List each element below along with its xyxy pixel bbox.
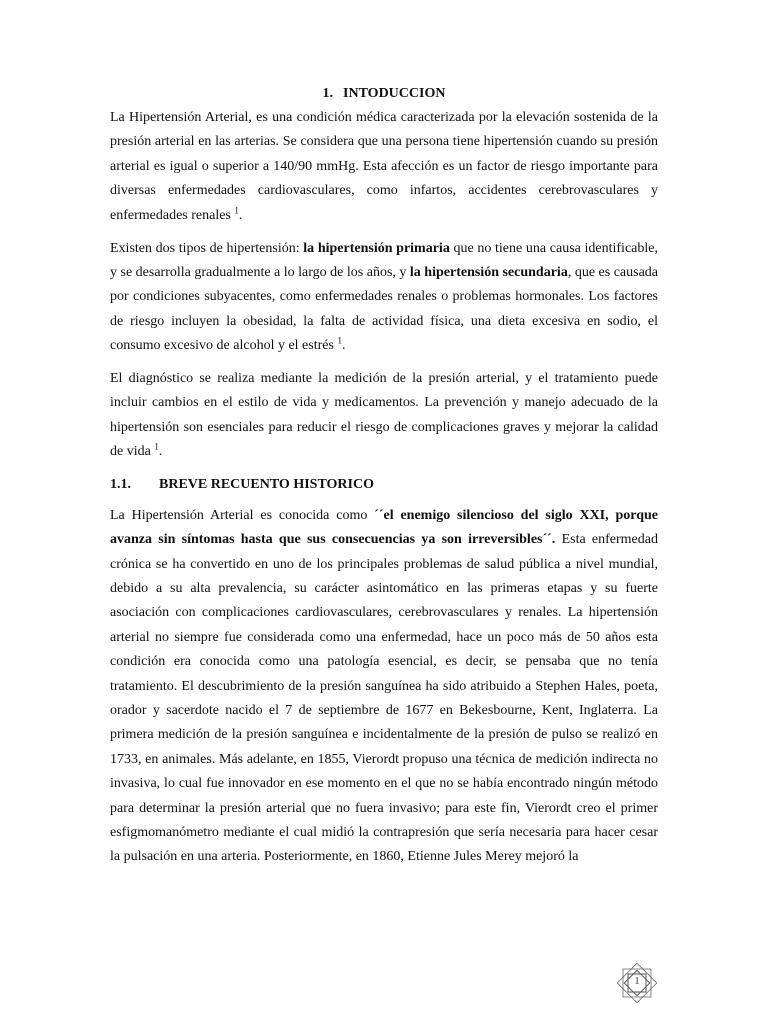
term-secondary-hypertension: la hipertensión secundaria — [409, 264, 568, 280]
section-heading-introduccion — [110, 82, 658, 106]
quote-silent-enemy: ´´el enemigo silencioso del siglo XXI, porque avanza sin síntomas hasta que sus consecuencias ya son irreversibles´´. — [110, 507, 658, 548]
citation-ref: 1 — [337, 335, 342, 346]
history-paragraph-1 — [110, 504, 658, 870]
document-page — [110, 82, 658, 870]
subsection-title: BREVE RECUENTO HISTORICO — [159, 476, 374, 492]
intro-paragraph-2-text-e: , que es causada por condiciones subyacentes, como enfermedades renales o problemas hormonales. Los factores de riesgo incluyen la obesidad, la falta de actividad física, una dieta excesiva en sodio, el consumo excesivo de alcohol y el estrés — [110, 264, 659, 354]
subsection-number: 1.1. — [110, 476, 131, 492]
history-paragraph-text-c: Esta enfermedad crónica se ha convertido en uno de los principales problemas de salud pública a nivel mundial, debido a su alta prevalencia, su carácter asintomático en las primeras etapas y su fuerte asociación con complicaciones cardiovasculares, cerebrovasculares y renales. La hipertensión arterial no siempre fue considerada como una enfermedad, hace un poco más de 50 años esta condición era conocida como una patología esencial, es decir, se pensaba que no tenía tratamiento. El descubrimiento de la presión sanguínea ha sido atribuido a Stephen Hales, poeta, orador y sacerdote nacido el 7 de septiembre de 1677 en Bekesbourne, Kent, Inglaterra. La primera medición de la presión sanguínea e incidentalmente de la presión de pulso se realizó en 1733, en animales. Más adelante, en 1855, Vierordt propuso una técnica de medición indirecta no invasiva, lo cual fue innovador en ese momento en el que no se había encontrado ningún método para determinar la presión arterial que no fuera invasivo; para este fin, Vierordt creo el primer esfigmomanómetro mediante el cual midió la contrapresión que sería necesaria para hacer cesar la pulsación en una arteria. Posteriormente, en 1860, Etienne Jules Merey mejoró la — [110, 532, 658, 865]
intro-paragraph-3-text: El diagnóstico se realiza mediante la medición de la presión arterial, y el tratamiento puede incluir cambios en el estilo de vida y medicamentos. La prevención y manejo adecuado de la hipertensión son esenciales para reducir el riesgo de complicaciones graves y mejorar la calidad de vida — [110, 371, 658, 460]
section-title: INTODUCCION — [343, 86, 446, 101]
intro-paragraph-2-text-a: Existen dos tipos de hipertensión: — [110, 240, 304, 256]
intro-paragraph-2 — [110, 237, 658, 359]
section-number: 1. — [322, 86, 334, 101]
citation-ref: 1 — [234, 204, 239, 215]
intro-paragraph-3-end: . — [158, 444, 163, 460]
intro-paragraph-1 — [110, 106, 658, 228]
intro-paragraph-3 — [110, 367, 658, 465]
citation-ref: 1 — [154, 441, 159, 452]
intro-paragraph-2-end: . — [341, 338, 346, 354]
page-number-badge — [617, 963, 657, 1003]
history-paragraph-text-a: La Hipertensión Arterial es conocida como — [110, 507, 375, 523]
intro-paragraph-1-text: La Hipertensión Arterial, es una condición médica caracterizada por la elevación sostenida de la presión arterial en las arterias. Se considera que una persona tiene hipertensión cuando su presión arterial es igual o superior a 140/90 mmHg. Esta afección es un factor de riesgo importante para diversas enfermedades cardiovasculares, como infartos, accidentes cerebrovasculares y enfermedades renales — [110, 110, 658, 223]
term-primary-hypertension: la hipertensión primaria — [303, 240, 450, 256]
intro-paragraph-1-end: . — [238, 207, 243, 223]
section-heading-breve-recuento — [110, 473, 658, 497]
page-number: 1 — [634, 976, 640, 987]
intro-paragraph-2-text-c: que no tiene una causa identificable, y se desarrolla gradualmente a lo largo de los años, y — [110, 240, 658, 280]
